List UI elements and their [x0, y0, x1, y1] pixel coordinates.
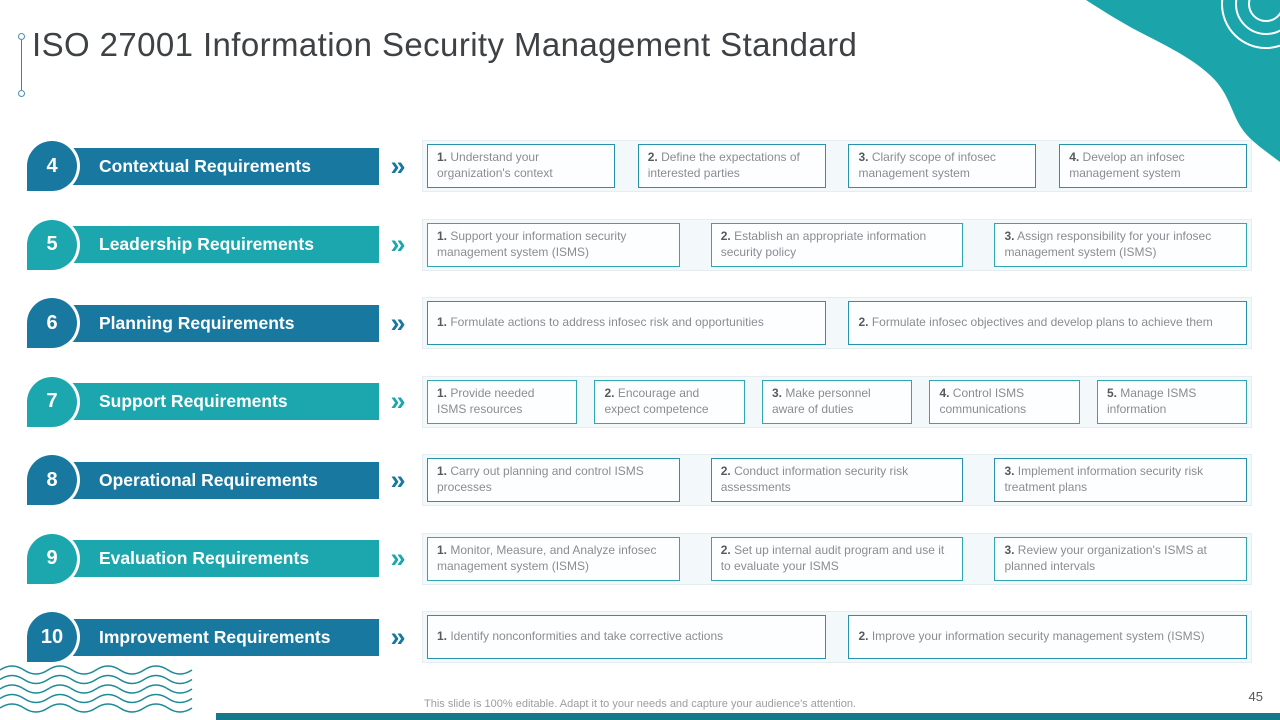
step-text: 2. Formulate infosec objectives and develop plans to achieve them — [858, 315, 1213, 330]
requirement-row — [27, 453, 1252, 507]
step-text: 4. Control ISMS communications — [939, 385, 1027, 416]
step-text: 2. Improve your information security management system (ISMS) — [858, 629, 1205, 644]
step-box — [427, 615, 826, 659]
step-text: 2. Conduct information security risk assessments — [720, 464, 909, 494]
step-text: 3. Implement information security risk treatment plans — [1004, 464, 1204, 494]
step-box — [427, 380, 577, 424]
step-text: 1. Provide needed ISMS resources — [437, 385, 535, 416]
step-box — [427, 458, 680, 502]
step-text: 5. Manage ISMS information — [1106, 385, 1197, 416]
step-box — [711, 537, 964, 581]
step-box — [994, 223, 1247, 267]
chevron-icon: » — [390, 150, 406, 181]
requirement-row — [27, 375, 1252, 429]
step-number: 2. — [720, 542, 731, 557]
step-text: 1. Formulate actions to address infosec risk and opportunities — [437, 315, 764, 330]
row-number-badge: 8 — [27, 455, 77, 505]
steps-strip — [422, 533, 1252, 585]
requirement-row — [27, 610, 1252, 664]
requirement-row — [27, 296, 1252, 350]
step-text: 1. Monitor, Measure, and Analyze infosec management system (ISMS) — [437, 542, 657, 573]
step-text: 1. Support your information security management system (ISMS) — [437, 228, 627, 259]
step-number: 3. — [1004, 228, 1015, 243]
step-number: 3. — [858, 150, 869, 165]
step-box — [711, 458, 964, 502]
step-box — [427, 223, 680, 267]
step-number: 2. — [858, 629, 869, 644]
step-number: 2. — [720, 228, 731, 243]
step-text: 2. Establish an appropriate information security policy — [720, 228, 927, 259]
row-title-bar — [53, 462, 379, 499]
step-number: 1. — [437, 629, 448, 644]
step-box — [994, 458, 1247, 502]
step-number: 2. — [604, 385, 615, 400]
steps-strip — [422, 611, 1252, 663]
step-text: 3. Assign responsibility for your infosec management system (ISMS) — [1004, 228, 1212, 259]
step-number: 1. — [437, 150, 448, 165]
row-number-badge: 9 — [27, 534, 77, 584]
step-box — [427, 144, 615, 188]
footer-note: This slide is 100% editable. Adapt it to your needs and capture your audience's attention. — [424, 698, 856, 710]
row-title-bar — [53, 148, 379, 185]
row-title-bar — [53, 383, 379, 420]
step-number: 3. — [1004, 542, 1015, 557]
step-number: 4. — [939, 385, 950, 400]
steps-strip — [422, 454, 1252, 506]
step-number: 1. — [437, 315, 448, 330]
chevron-icon: » — [390, 464, 406, 495]
step-box — [994, 537, 1247, 581]
step-text: 1. Carry out planning and control ISMS processes — [437, 464, 644, 494]
step-box — [427, 537, 680, 581]
step-text: 1. Understand your organization's context — [437, 150, 553, 180]
requirements-list — [27, 139, 1252, 689]
step-number: 3. — [771, 385, 782, 400]
chevron-icon: » — [390, 386, 406, 416]
row-title-label: Support Requirements — [99, 391, 288, 411]
step-text: 3. Review your organization's ISMS at planned intervals — [1004, 542, 1207, 573]
step-box — [929, 380, 1079, 424]
steps-strip — [422, 376, 1252, 428]
row-number-badge: 4 — [27, 141, 77, 191]
steps-strip — [422, 297, 1252, 349]
row-title-bar — [53, 305, 379, 342]
step-box — [427, 301, 826, 345]
step-number: 1. — [437, 464, 448, 479]
step-number: 2. — [647, 150, 658, 165]
row-number-badge: 7 — [27, 377, 77, 427]
steps-strip — [422, 219, 1252, 271]
row-title-bar — [53, 226, 379, 263]
step-number: 2. — [858, 315, 869, 330]
step-box — [638, 144, 826, 188]
row-title-label: Improvement Requirements — [99, 626, 331, 647]
requirement-row — [27, 139, 1252, 193]
step-number: 4. — [1069, 150, 1080, 165]
row-title-label: Evaluation Requirements — [99, 548, 310, 568]
row-number-badge: 6 — [27, 298, 77, 348]
step-number: 2. — [720, 464, 731, 479]
step-box — [711, 223, 964, 267]
chevron-icon: » — [390, 229, 406, 259]
blob-shape — [1086, 0, 1280, 162]
steps-strip — [422, 140, 1252, 192]
requirement-row — [27, 532, 1252, 586]
chevron-icon: » — [390, 543, 406, 573]
step-number: 5. — [1106, 385, 1117, 400]
bottom-bar — [216, 713, 1280, 720]
row-title-label: Leadership Requirements — [99, 234, 314, 254]
step-text: 3. Make personnel aware of duties — [771, 385, 871, 416]
step-text: 2. Define the expectations of interested parties — [647, 150, 800, 180]
step-box — [848, 301, 1247, 345]
chevron-icon: » — [390, 307, 406, 338]
page-title: ISO 27001 Information Security Management Standard — [32, 26, 858, 63]
step-box — [1097, 380, 1247, 424]
step-box — [762, 380, 912, 424]
step-number: 1. — [437, 228, 448, 243]
row-title-label: Planning Requirements — [99, 312, 295, 333]
step-box — [848, 615, 1247, 659]
step-text: 2. Set up internal audit program and use it to evaluate your ISMS — [720, 542, 945, 573]
row-title-label: Contextual Requirements — [99, 155, 311, 176]
step-text: 1. Identify nonconformities and take corrective actions — [437, 629, 724, 644]
step-text: 3. Clarify scope of infosec management system — [858, 150, 996, 180]
page-number: 45 — [1248, 689, 1263, 704]
step-box — [1059, 144, 1247, 188]
step-number: 3. — [1004, 464, 1015, 479]
row-title-bar — [53, 619, 379, 656]
step-number: 1. — [437, 385, 448, 400]
row-title-bar — [53, 540, 379, 577]
step-box — [594, 380, 744, 424]
requirement-row — [27, 218, 1252, 272]
row-number-badge: 10 — [27, 612, 77, 662]
row-title-label: Operational Requirements — [99, 469, 318, 490]
title-accent-line — [21, 40, 22, 90]
chevron-icon: » — [390, 621, 406, 652]
step-text: 4. Develop an infosec management system — [1069, 150, 1185, 180]
step-box — [848, 144, 1036, 188]
step-number: 1. — [437, 542, 448, 557]
row-number-badge: 5 — [27, 220, 77, 270]
step-text: 2. Encourage and expect competence — [604, 385, 709, 416]
